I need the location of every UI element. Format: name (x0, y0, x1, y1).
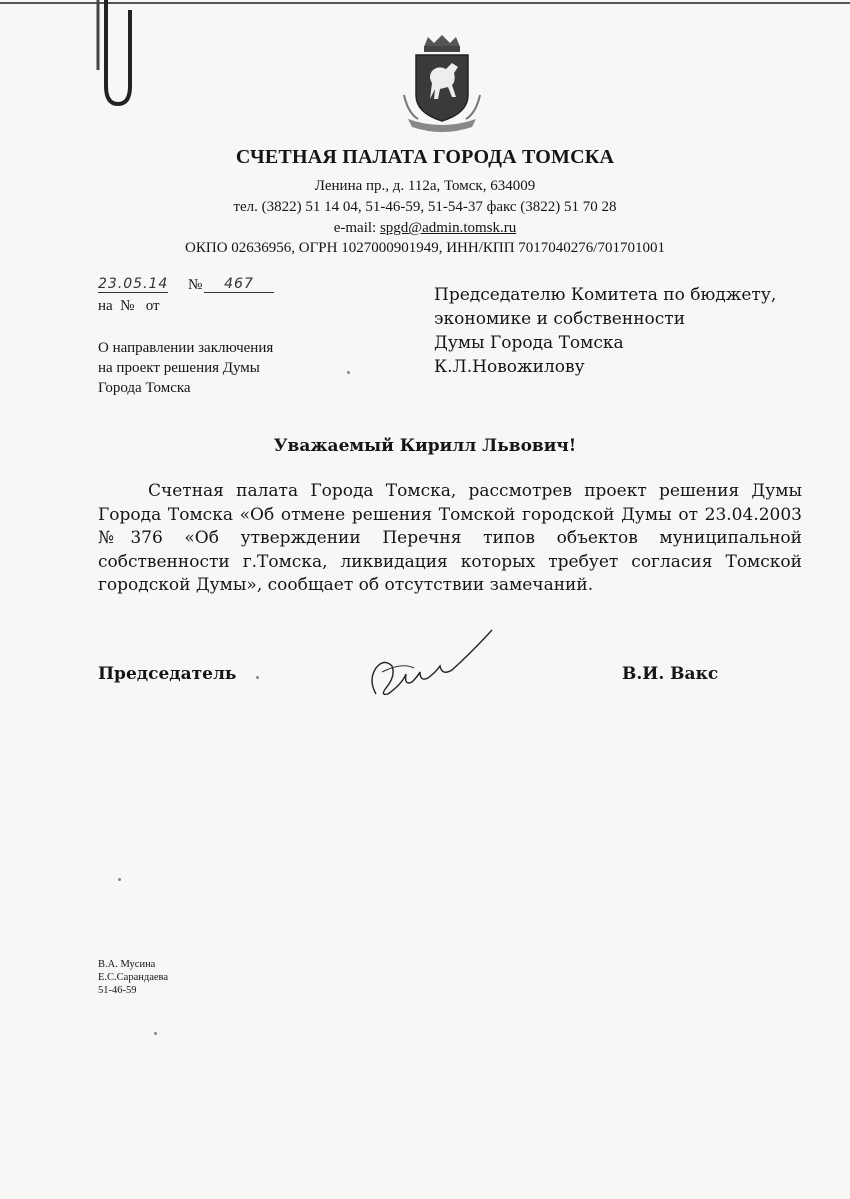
scan-speck (347, 371, 350, 374)
executor-block (98, 958, 168, 997)
number-label: № (188, 277, 203, 293)
executor-line: 51-46-59 (98, 985, 137, 996)
organization-email-line (0, 220, 850, 237)
letter-body (98, 480, 802, 598)
recipient-line: Председателю Комитета по бюджету, (434, 285, 777, 305)
paper-clip-icon (86, 0, 136, 112)
executor-line: Е.С.Сарандаева (98, 972, 169, 983)
handwritten-number: 467 (204, 276, 274, 293)
email-label: e-mail: (333, 220, 380, 236)
signatory-role: Председатель (98, 664, 237, 684)
recipient-block (434, 283, 814, 379)
city-coat-of-arms-icon (402, 33, 482, 133)
reference-line: на № от (98, 298, 160, 314)
email-link[interactable]: spgd@admin.tomsk.ru (379, 220, 517, 236)
executor-line: В.А. Мусина (98, 959, 156, 970)
signatory-name: В.И. Вакс (622, 664, 719, 684)
recipient-line: К.Л.Новожилову (434, 357, 585, 377)
recipient-line: экономике и собственности (434, 309, 686, 329)
handwritten-date: 23.05.14 (98, 276, 169, 292)
organization-registry: ОКПО 02636956, ОГРН 1027000901949, ИНН/КПП 7017040276/701701001 (185, 240, 665, 256)
letter-subject (98, 338, 328, 398)
scan-speck (256, 676, 259, 679)
subject-line: О направлении заключения (98, 340, 274, 356)
recipient-line: Думы Города Томска (434, 333, 624, 353)
subject-line: Города Томска (98, 380, 191, 396)
organization-name: СЧЕТНАЯ ПАЛАТА ГОРОДА ТОМСКА (235, 146, 615, 168)
scan-speck (118, 878, 121, 881)
scan-speck (154, 1032, 157, 1035)
letter-body-text: Счетная палата Города Томска, рассмотрев проект решения Думы Города Томска «Об отмене решения Томской городской Думы от 23.04.2003 №376 «Об утверждении Перечня типов объектов муниципальной собственности г.Томска, ликвидация которых требует согласия Томской городской Думы», сообщает об отсутствии замечаний. (98, 481, 802, 595)
subject-line: на проект решения Думы (98, 360, 260, 376)
handwritten-signature-icon (362, 622, 502, 704)
organization-address: Ленина пр., д. 112а, Томск, 634009 (314, 178, 536, 194)
salutation: Уважаемый Кирилл Львович! (273, 436, 577, 456)
organization-phones: тел. (3822) 51 14 04, 51-46-59, 51-54-37 факс (3822) 51 70 28 (233, 199, 617, 215)
